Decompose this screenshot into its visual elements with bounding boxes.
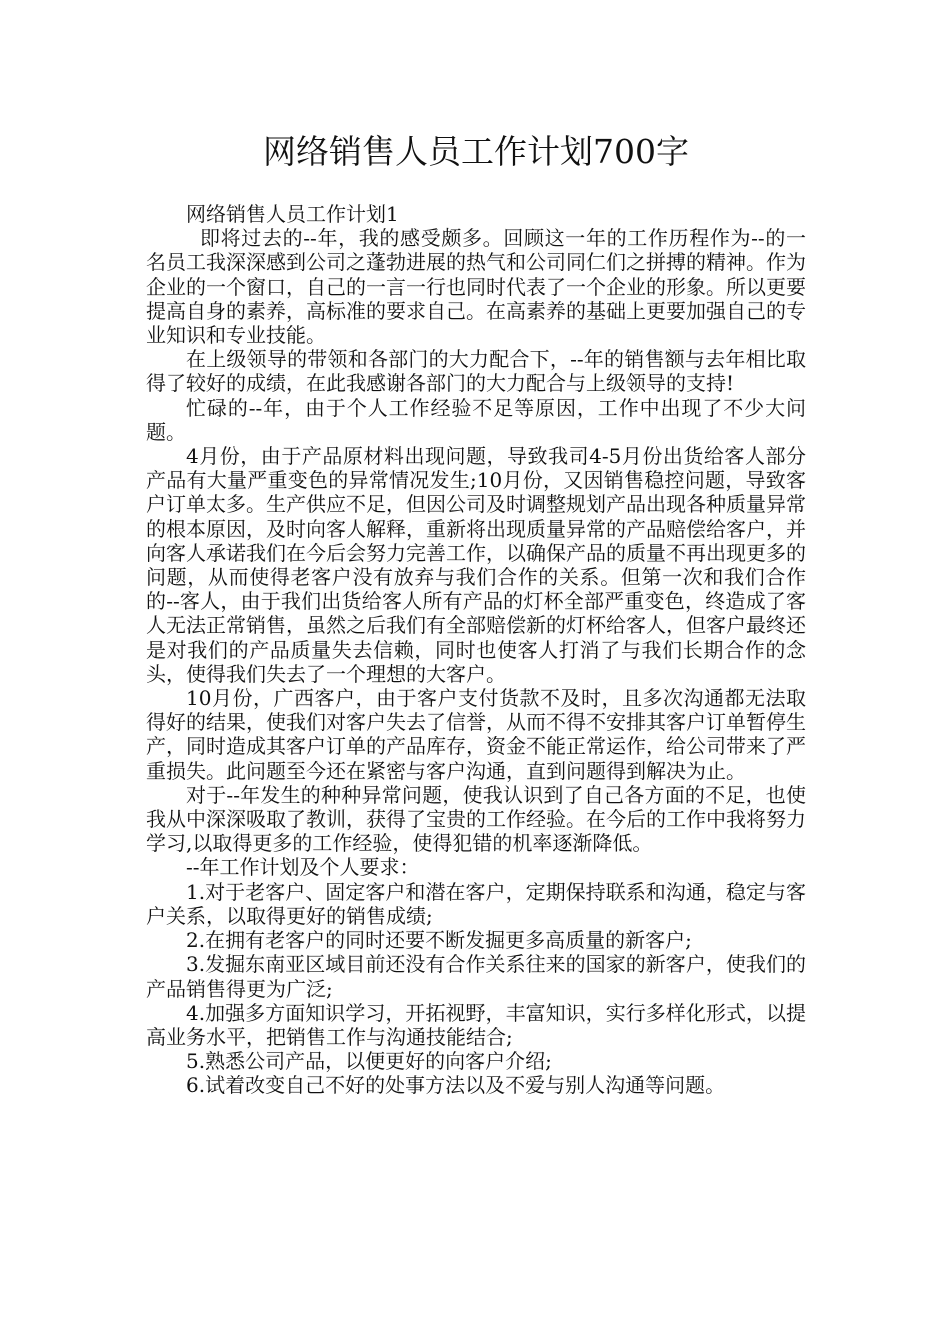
paragraph-april-issue: 4月份，由于产品原材料出现问题，导致我司4-5月份出货给客人部分产品有大量严重变色的异常情况发生;10月份，又因销售稳控问题，导致客户订单太多。生产供应不足，但因公司及时调整规划产品出现各种质量异常的根本原因，及时向客人解释，重新将出现质量异常的产品赔偿给客户，并向客人承诺我们在今后会努力完善工作，以确保产品的质量不再出现更多的问题，从而使得老客户没有放弃与我们合作的关系。但第一次和我们合作的--客人，由于我们出货给客人所有产品的灯杯全部严重变色，终造成了客人无法正常销售，虽然之后我们有全部赔偿新的灯杯给客人，但客户最终还是对我们的产品质量失去信赖，同时也使客人打消了与我们长期合作的念头，使得我们失去了一个理想的大客户。 (146, 444, 806, 686)
paragraph-plan-heading: --年工作计划及个人要求： (186, 855, 420, 880)
document-title: 网络销售人员工作计划700字 (263, 132, 689, 171)
list-item-5: 5.熟悉公司产品，以便更好的向客户介绍; (186, 1049, 552, 1074)
paragraph-october-issue: 10月份，广西客户，由于客户支付货款不及时，且多次沟通都无法取得好的结果，使我们对客户失去了信誉，从而不得不安排其客户订单暂停生产，同时造成其客户订单的产品库存，资金不能正常运作，给公司带来了严重损失。此问题至今还在紧密与客户沟通，直到问题得到解决为止。 (146, 686, 806, 783)
paragraph-thanks: 在上级领导的带领和各部门的大力配合下，--年的销售额与去年相比取得了较好的成绩，在此我感谢各部门的大力配合与上级领导的支持! (146, 347, 806, 396)
list-item-3: 3.发掘东南亚区域目前还没有合作关系往来的国家的新客户，使我们的产品销售得更为广泛; (146, 952, 806, 1001)
paragraph-intro: 即将过去的--年，我的感受颇多。回顾这一年的工作历程作为--的一名员工我深深感到公司之蓬勃进展的热气和公司同仁们之拼搏的精神。作为企业的一个窗口，自己的一言一行也同时代表了一个企业的形象。所以更要提高自身的素养，高标准的要求自己。在高素养的基础上更要加强自己的专业知识和专业技能。 (146, 226, 806, 348)
paragraph-subtitle: 网络销售人员工作计划1 (186, 202, 399, 226)
list-item-1: 1.对于老客户、固定客户和潜在客户，定期保持联系和沟通，稳定与客户关系，以取得更好的销售成绩; (146, 879, 806, 928)
list-item-4: 4.加强多方面知识学习，开拓视野，丰富知识，实行多样化形式，以提高业务水平，把销售工作与沟通技能结合; (146, 1000, 806, 1049)
list-item-2: 2.在拥有老客户的同时还要不断发掘更多高质量的新客户; (186, 928, 692, 953)
document-page (146, 0, 806, 1098)
paragraph-lessons: 对于--年发生的种种异常问题，使我认识到了自己各方面的不足，也使我从中深深吸取了教训，获得了宝贵的工作经验。在今后的工作中我将努力学习,以取得更多的工作经验，使得犯错的机率逐渐降低。 (146, 782, 806, 856)
list-item-6: 6.试着改变自己不好的处事方法以及不爱与别人沟通等问题。 (186, 1073, 726, 1098)
paragraph-problems: 忙碌的--年，由于个人工作经验不足等原因，工作中出现了不少大问题。 (146, 395, 806, 444)
document-body (146, 202, 806, 1098)
